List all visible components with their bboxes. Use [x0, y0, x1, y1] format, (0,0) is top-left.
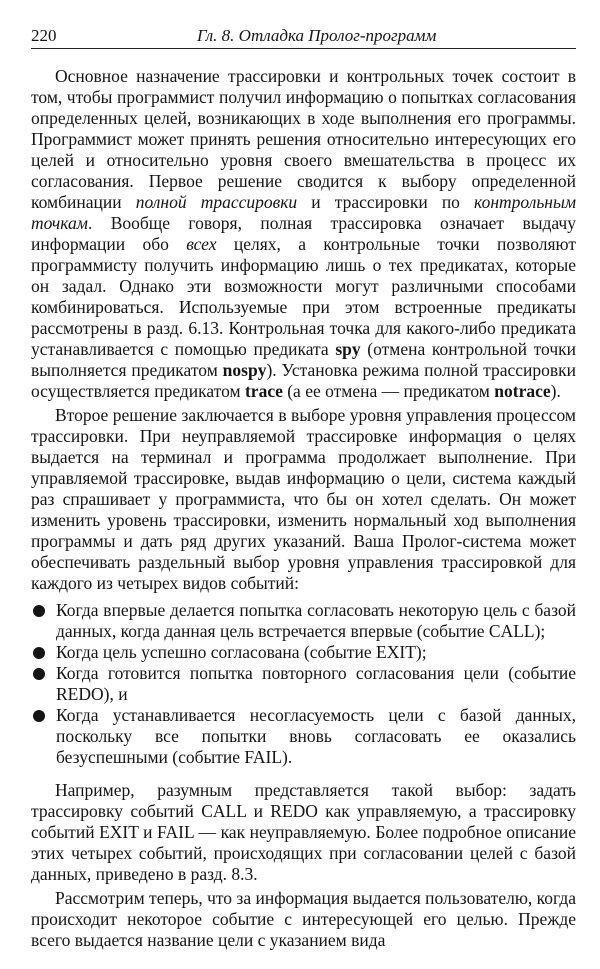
paragraph-3: Например, разумным представляется такой выбор: задать трассировку событий CALL и REDO как управляемую, а трассировку событий EXIT и FAIL — как неуправляемую. Более подробное описание этих четырех событий, происходящих при согласовании целей с базой данных, приведено в разд. 8.3. [31, 780, 576, 884]
paragraph-4: Рассмотрим теперь, что за информация выдается пользователю, когда происходит некоторое событие с интересующей его целью. Прежде всего выдается название цели с указанием вида [31, 888, 576, 950]
event-list [31, 600, 576, 768]
bullet-icon [33, 605, 45, 617]
text-run: . Вообще говоря, полная трассировка означает выдачу информации обо [31, 213, 576, 254]
event-text: Когда цель успешно согласована (событие EXIT); [56, 642, 427, 662]
event-item-redo [31, 663, 576, 705]
chapter-title: Гл. 8. Отладка Пролог-программ [197, 26, 437, 45]
text-run: ). Установка режима полной трассировки осуществляется предикатом [31, 360, 576, 401]
term-checkpoints: контрольным точкам [31, 192, 576, 233]
page-number: 220 [31, 26, 57, 45]
bullet-icon [33, 710, 45, 722]
text-run: и трассировки по [297, 192, 475, 212]
text-run: (а ее отмена — предикатом [282, 381, 495, 401]
term-full-trace: полной трассировки [135, 192, 298, 212]
running-header [31, 26, 576, 49]
text-run: целях, а контрольные точки позволяют программисту получить информацию лишь о тех предикатах, которые он задал. Однако эти возможности могут различными способами комбинироваться. Используемые при этом встроенные предикаты рассмотрены в разд. 6.13. Контрольная точка для какого-либо предиката устанавливается с помощью предиката [31, 234, 576, 359]
event-text: Когда впервые делается попытка согласовать некоторую цель с базой данных, когда данная цель встречается впервые (событие CALL); [56, 600, 576, 641]
event-text: Когда устанавливается несогласуемость цели с базой данных, поскольку все попытки вновь согласовать ее оказались безуспешными (событие FAIL). [56, 705, 576, 767]
paragraph-1 [31, 66, 576, 402]
event-item-fail [31, 705, 576, 768]
bullet-icon [33, 668, 45, 680]
event-item-call [31, 600, 576, 642]
predicate-notrace: notrace [494, 381, 551, 401]
bullet-icon [33, 647, 45, 659]
predicate-nospy: nospy [222, 360, 267, 380]
event-text: Когда готовится попытка повторного согласования цели (событие REDO), и [56, 663, 576, 704]
emphasis-all: всех [186, 234, 217, 254]
event-item-exit [31, 642, 576, 663]
predicate-spy: spy [335, 339, 361, 359]
text-run: (отмена контрольной точки выполняется предикатом [31, 339, 576, 380]
text-run: Основное назначение трассировки и контрольных точек состоит в том, чтобы программист получил информацию о попытках согласования определенных целей, возникающих в ходе выполнения его программы. Программист может принять решения относительно интересующих его целей и относительно уровня своего вмешательства в процесс их согласования. Первое решение сводится к выбору определенной комбинации [31, 66, 576, 212]
predicate-trace: trace [244, 381, 283, 401]
body-text [31, 66, 576, 951]
paragraph-2: Второе решение заключается в выборе уровня управления процессом трассировки. При неуправляемой трассировке информация о целях выдается на терминал и программа продолжает выполнение. При управляемой трассировке, выдав информацию о цели, система каждый раз спрашивает у программиста, что бы он хотел сделать. Он может изменить уровень трассировки, изменить нормальный ход выполнения программы и дать ряд других указаний. Ваша Пролог-система может обеспечивать раздельный выбор уровня управления трассировкой для каждого из четырех видов событий: [31, 405, 576, 593]
text-run: ). [550, 381, 561, 401]
